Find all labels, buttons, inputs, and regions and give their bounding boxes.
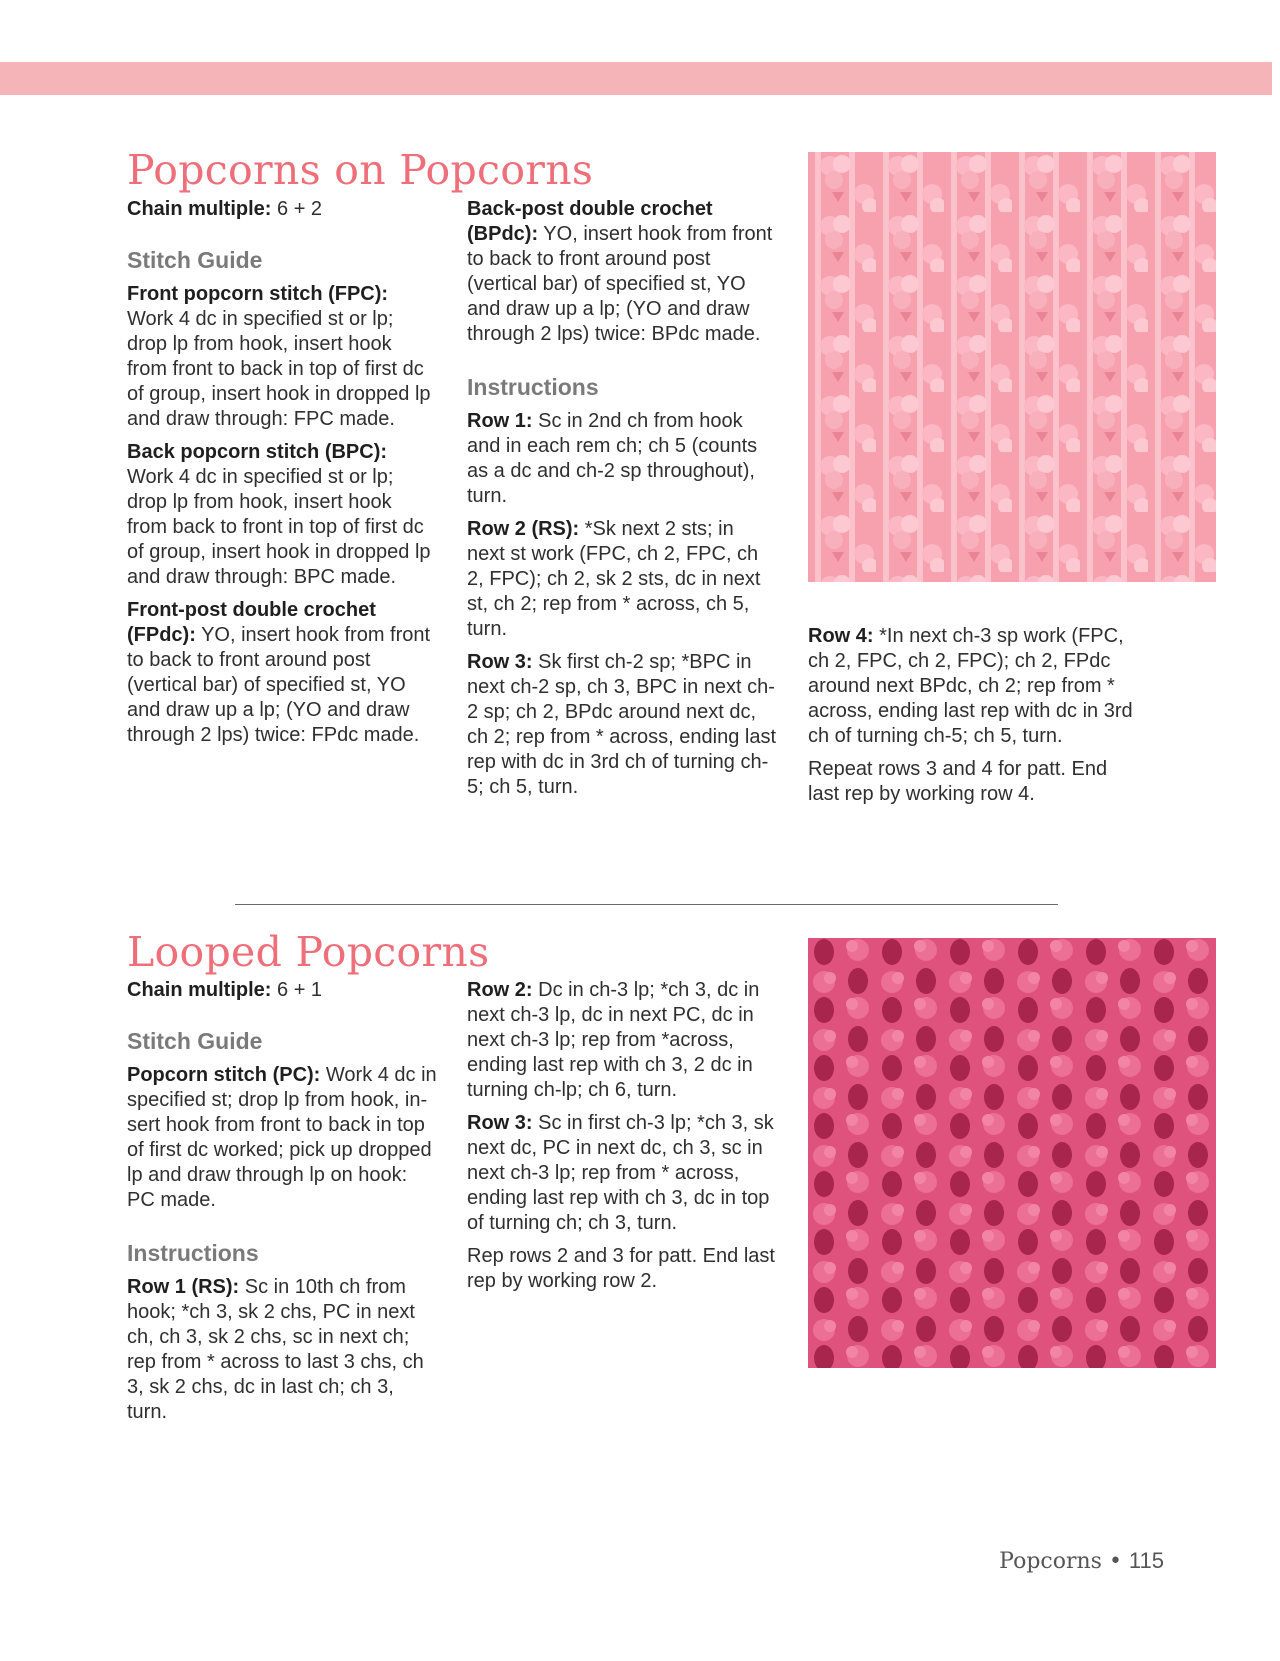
- repeat-note: Repeat rows 3 and 4 for patt. End last rep by working row 4.: [808, 758, 1108, 805]
- section2-column-middle: [467, 978, 777, 1302]
- row-1-instruction: Row 1: Sc in 2nd ch from hook and in each rem ch; ch 5 (counts as a dc and ch-2 sp throughout), turn.: [467, 410, 758, 507]
- swatch-illustration-light-pink: [808, 152, 1216, 582]
- header-color-band: [0, 62, 1272, 95]
- bpdc-definition: Back-post double crochet (BPdc): YO, insert hook from front to back to front around post (vertical bar) of specified st, YO and draw up a lp; (YO and draw through 2 lps) twice: BPdc made.: [467, 198, 773, 345]
- section2-column-left: [127, 978, 437, 1433]
- section-divider: [235, 904, 1058, 905]
- footer-chapter: Popcorns: [999, 1549, 1102, 1574]
- stitch-guide-heading: Stitch Guide: [127, 247, 263, 273]
- footer-bullet: •: [1108, 1549, 1122, 1574]
- stitch-guide-heading: Stitch Guide: [127, 1028, 263, 1054]
- fpc-definition: Front popcorn stitch (FPC): Work 4 dc in specified st or lp; drop lp from hook, insert hook from front to back in top of first dc of group, insert hook in dropped lp and draw through: FPC made.: [127, 283, 431, 430]
- chain-multiple: Chain multiple: 6 + 1: [127, 979, 323, 1001]
- row-2-instruction: Row 2: Dc in ch-3 lp; *ch 3, dc in next ch-3 lp, dc in next PC, dc in next ch-3 lp; rep from *across, ending last rep with ch 3, 2 dc in turning ch-lp; ch 6, turn.: [467, 979, 760, 1101]
- fpdc-definition: Front-post double crochet (FPdc): YO, insert hook from front to back to front around post (vertical bar) of specified st, YO and draw up a lp; (YO and draw through 2 lps) twice: FPdc made.: [127, 599, 431, 746]
- swatch-illustration-dark-pink: [808, 938, 1216, 1368]
- page-number: 115: [1128, 1548, 1164, 1573]
- instructions-heading: Instructions: [127, 1240, 259, 1266]
- section1-column-left: [127, 197, 437, 756]
- page-footer: [999, 1548, 1164, 1574]
- repeat-note: Rep rows 2 and 3 for patt. End last rep by working row 2.: [467, 1245, 775, 1292]
- pc-definition: Popcorn stitch (PC): Work 4 dc in specified st; drop lp from hook, in-sert hook from front to back in top of first dc worked; pick up dropped lp and draw through lp on hook: PC made.: [127, 1064, 437, 1211]
- section-title-popcorns-on-popcorns: Popcorns on Popcorns: [127, 146, 594, 194]
- row-1-instruction: Row 1 (RS): Sc in 10th ch from hook; *ch 3, sk 2 chs, PC in next ch, ch 3, sk 2 chs, sc in next ch; rep from * across to last 3 chs, ch 3, sk 2 chs, dc in last ch; ch 3, turn.: [127, 1276, 424, 1423]
- bpc-definition: Back popcorn stitch (BPC): Work 4 dc in specified st or lp; drop lp from hook, insert hook from back to front in top of first dc of group, insert hook in dropped lp and draw through: BPC made.: [127, 441, 431, 588]
- section1-column-middle: [467, 197, 777, 808]
- swatch-photo-popcorns-on-popcorns: [808, 152, 1216, 582]
- instructions-heading: Instructions: [467, 374, 599, 400]
- swatch-photo-looped-popcorns: [808, 938, 1216, 1368]
- section-title-looped-popcorns: Looped Popcorns: [127, 928, 490, 976]
- row-3-instruction: Row 3: Sc in first ch-3 lp; *ch 3, sk next dc, PC in next dc, ch 3, sc in next ch-3 lp; rep from * across, ending last rep with ch 3, dc in top of turning ch; ch 3, turn.: [467, 1112, 774, 1234]
- row-3-instruction: Row 3: Sk first ch-2 sp; *BPC in next ch-2 sp, ch 3, BPC in next ch-2 sp; ch 2, BPdc around next dc, ch 2; rep from * across, ending last rep with dc in 3rd ch of turning ch-5; ch 5, turn.: [467, 651, 777, 798]
- row-2-instruction: Row 2 (RS): *Sk next 2 sts; in next st work (FPC, ch 2, FPC, ch 2, FPC); ch 2, sk 2 sts, dc in next st, ch 2; rep from * across, ch 5, turn.: [467, 518, 761, 640]
- section1-column-right: [808, 624, 1138, 815]
- row-4-instruction: Row 4: *In next ch-3 sp work (FPC, ch 2, FPC, ch 2, FPC); ch 2, FPdc around next BPdc, ch 2; rep from * across, ending last rep with dc in 3rd ch of turning ch-5; ch 5, turn.: [808, 625, 1133, 747]
- chain-multiple: Chain multiple: 6 + 2: [127, 198, 323, 220]
